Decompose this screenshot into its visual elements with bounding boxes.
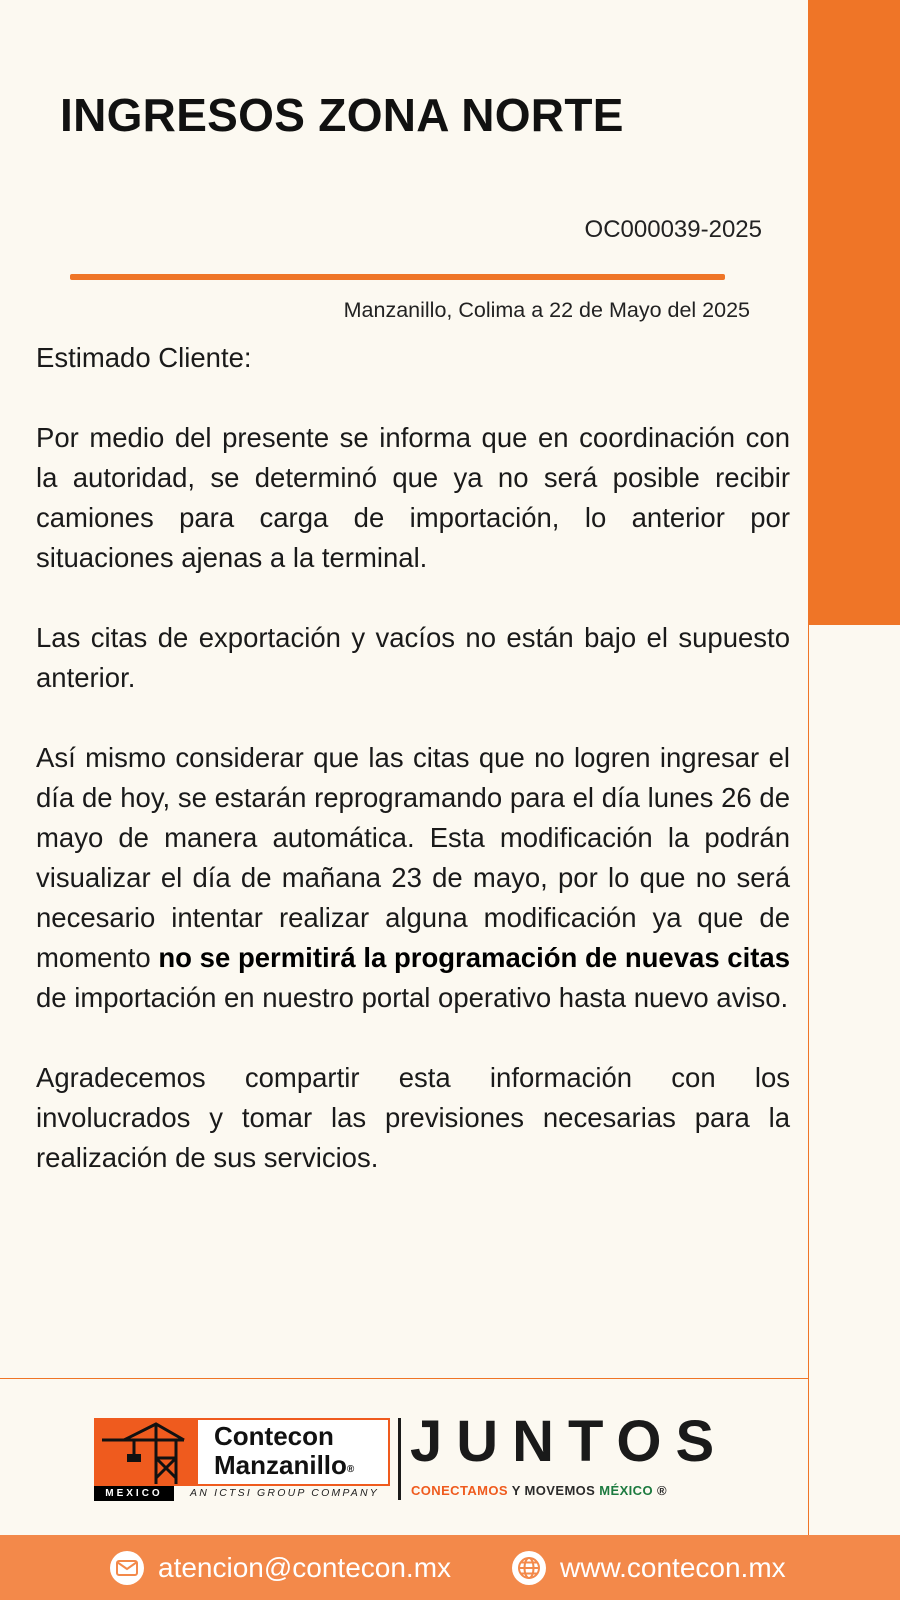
paragraph-3-bold: no se permitirá la programación de nuevas citas: [158, 942, 790, 973]
page-title: INGRESOS ZONA NORTE: [60, 89, 624, 141]
footer-website[interactable]: [512, 1535, 786, 1600]
campaign-title: JUNTOS: [410, 1409, 729, 1474]
contecon-logo: [94, 1418, 390, 1500]
logo-country: MEXICO: [94, 1486, 174, 1501]
paragraph-1: Por medio del presente se informa que en coordinación con la autoridad, se determinó que ya no será posible recibir camiones para carga de importación, lo anterior por situaciones ajenas a la terminal.: [36, 422, 790, 573]
header-divider: [70, 274, 725, 280]
paragraph-4: Agradecemos compartir esta información con los involucrados y tomar las previsiones necesarias para la realización de sus servicios.: [36, 1062, 790, 1173]
logo-tagline: AN ICTSI GROUP COMPANY: [190, 1487, 379, 1499]
reference-number: OC000039-2025: [584, 216, 762, 243]
email-link[interactable]: atencion@contecon.mx: [158, 1551, 452, 1583]
side-accent-line: [808, 625, 809, 1535]
footer-bar: [0, 1535, 900, 1600]
crane-logo-mark: [94, 1418, 196, 1486]
paragraph-3: [36, 738, 790, 1018]
logo-divider: [398, 1418, 401, 1500]
globe-icon: [512, 1551, 546, 1585]
paragraph-2: Las citas de exportación y vacíos no están bajo el supuesto anterior.: [36, 622, 790, 693]
paragraph-3-start: Así mismo considerar que las citas que no logren ingresar el día de hoy, se estarán reprogramando para el día lunes 26 de mayo de manera automática. Esta modificación la podrán visualizar el día de mañana 23 de mayo, por lo que no será necesario intentar realizar alguna modificación ya que de momento: [36, 742, 790, 973]
letter-body: [36, 338, 790, 1218]
place-date: Manzanillo, Colima a 22 de Mayo del 2025: [343, 298, 750, 322]
greeting: Estimado Cliente:: [36, 342, 252, 373]
paragraph-3-end: de importación en nuestro portal operativo hasta nuevo aviso.: [36, 982, 789, 1013]
footer-divider: [0, 1378, 808, 1379]
side-accent-bar: [808, 0, 900, 625]
footer-email[interactable]: [110, 1535, 451, 1600]
logo-name: Contecon Manzanillo®: [214, 1421, 355, 1480]
mail-icon: [110, 1551, 144, 1585]
website-link[interactable]: www.contecon.mx: [560, 1551, 786, 1583]
campaign-subtitle: CONECTAMOS Y MOVEMOS MÉXICO ®: [411, 1483, 667, 1498]
